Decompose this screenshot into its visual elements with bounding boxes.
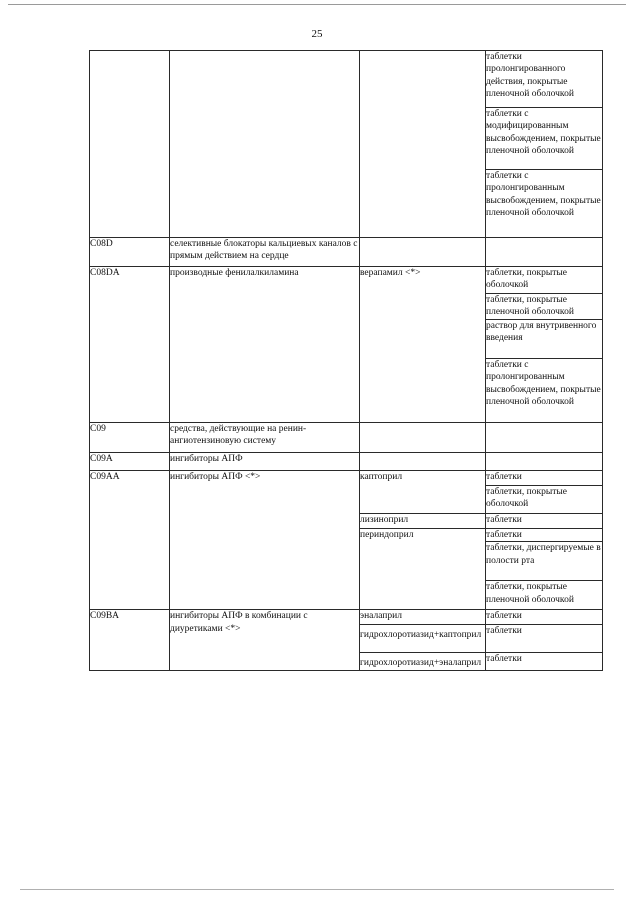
drug-list-table <box>89 50 603 671</box>
atc-code-cell: C09 <box>90 422 170 452</box>
group-name-cell: производные фенилалкиламина <box>170 267 360 423</box>
dosage-form-cell: раствор для внутривенного введения <box>486 319 603 358</box>
dosage-form-cell: таблетки <box>486 528 603 541</box>
group-name-cell: ингибиторы АПФ в комбинации с диуретиками <*> <box>170 610 360 670</box>
dosage-form-cell: таблетки, покрытые оболочкой <box>486 267 603 294</box>
drug-name-cell <box>360 51 486 238</box>
drug-name-cell: верапамил <*> <box>360 267 486 423</box>
dosage-form-cell: таблетки с пролонгированным высвобождением, покрытые пленочной оболочкой <box>486 358 603 422</box>
table-row <box>90 452 603 470</box>
dosage-form-cell <box>486 238 603 267</box>
dosage-form-cell: таблетки, диспергируемые в полости рта <box>486 542 603 581</box>
dosage-form-cell <box>486 422 603 452</box>
drug-name-cell: гидрохлоротиазид+каптоприл <box>360 625 486 653</box>
table-row <box>90 267 603 294</box>
dosage-form-cell: таблетки с модифицированным высвобождением, покрытые пленочной оболочкой <box>486 108 603 170</box>
atc-code-cell: C09A <box>90 452 170 470</box>
drug-name-cell <box>360 422 486 452</box>
table-row <box>90 470 603 485</box>
table-row <box>90 238 603 267</box>
dosage-form-cell: таблетки, покрытые пленочной оболочкой <box>486 581 603 610</box>
atc-code-cell <box>90 51 170 238</box>
group-name-cell <box>170 51 360 238</box>
dosage-form-cell: таблетки <box>486 653 603 670</box>
drug-name-cell: гидрохлоротиазид+эналаприл <box>360 653 486 670</box>
atc-code-cell: C08DA <box>90 267 170 423</box>
page-edge-top <box>8 4 626 5</box>
dosage-form-cell: таблетки, покрытые пленочной оболочкой <box>486 294 603 320</box>
group-name-cell: селективные блокаторы кальциевых каналов с прямым действием на сердце <box>170 238 360 267</box>
atc-code-cell: C09AA <box>90 470 170 609</box>
page-edge-bottom <box>20 889 614 890</box>
dosage-form-cell: таблетки <box>486 470 603 485</box>
drug-name-cell: лизиноприл <box>360 513 486 528</box>
dosage-form-cell: таблетки, покрытые оболочкой <box>486 485 603 513</box>
dosage-form-cell: таблетки <box>486 513 603 528</box>
table-row <box>90 51 603 108</box>
dosage-form-cell: таблетки пролонгированного действия, покрытые пленочной оболочкой <box>486 51 603 108</box>
dosage-form-cell: таблетки <box>486 625 603 653</box>
drug-name-cell <box>360 452 486 470</box>
group-name-cell: ингибиторы АПФ <box>170 452 360 470</box>
atc-code-cell: C08D <box>90 238 170 267</box>
drug-name-cell: периндоприл <box>360 528 486 609</box>
page-number: 25 <box>311 28 323 40</box>
drug-name-cell: каптоприл <box>360 470 486 513</box>
dosage-form-cell: таблетки <box>486 610 603 625</box>
drug-name-cell: эналаприл <box>360 610 486 625</box>
group-name-cell: средства, действующие на ренин-ангиотензиновую систему <box>170 422 360 452</box>
dosage-form-cell: таблетки с пролонгированным высвобождением, покрытые пленочной оболочкой <box>486 170 603 238</box>
table-row <box>90 422 603 452</box>
table-row <box>90 610 603 625</box>
drug-name-cell <box>360 238 486 267</box>
group-name-cell: ингибиторы АПФ <*> <box>170 470 360 609</box>
dosage-form-cell <box>486 452 603 470</box>
atc-code-cell: C09BA <box>90 610 170 670</box>
